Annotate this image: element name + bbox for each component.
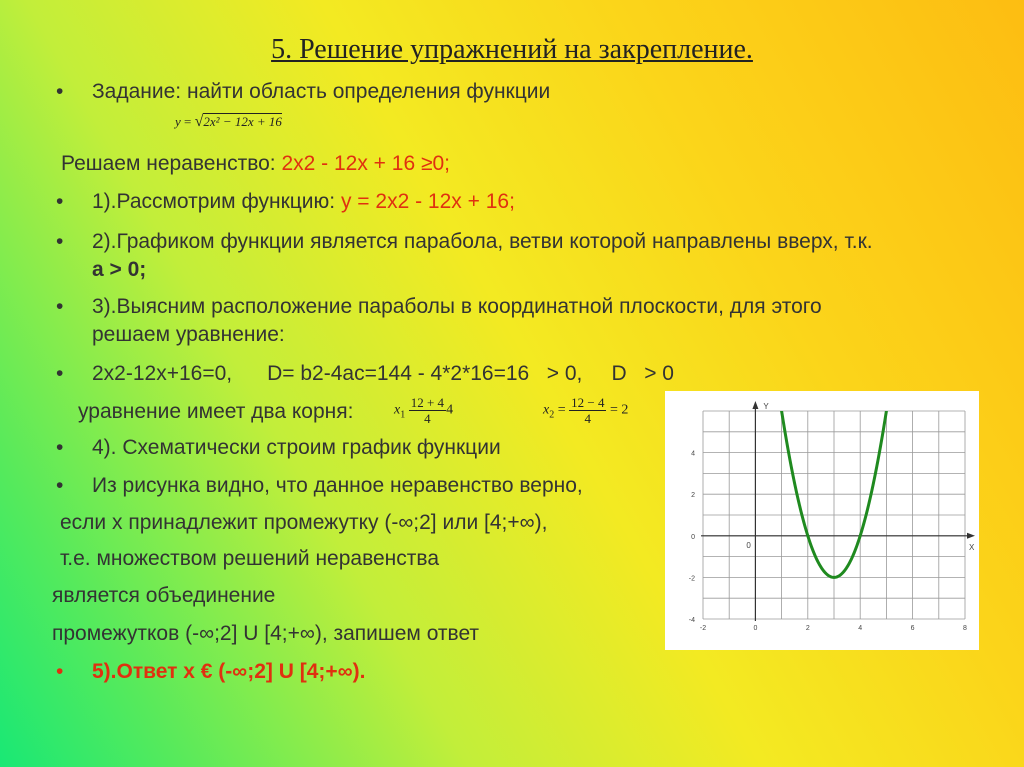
conclusion-line3: т.е. множеством решений неравенства bbox=[60, 547, 439, 570]
step3-line2: решаем уравнение: bbox=[92, 323, 285, 346]
roots-label: уравнение имеет два корня: bbox=[78, 400, 354, 423]
task-label: Задание: найти область определения функции bbox=[92, 80, 551, 103]
slide-title: 5. Решение упражнений на закрепление. bbox=[271, 34, 753, 65]
step2-text: 2).Графиком функции является парабола, ветви которой направлены вверх, т.к. bbox=[92, 230, 873, 253]
x-axis-arrow bbox=[967, 533, 975, 539]
step1-line bbox=[92, 190, 515, 214]
bullet: • bbox=[56, 474, 64, 497]
parabola-graph bbox=[665, 391, 979, 650]
bullet: • bbox=[56, 436, 64, 459]
conclusion-line1: Из рисунка видно, что данное неравенство верно, bbox=[92, 474, 583, 497]
solve-label: Решаем неравенство: bbox=[61, 152, 282, 175]
discriminant-line: 2x2-12x+16=0, D= b2-4ac=144 - 4*2*16=16 > 0, D > 0 bbox=[92, 362, 674, 385]
x-tick-label: 4 bbox=[858, 625, 863, 632]
step2-condition: a > 0; bbox=[92, 258, 147, 281]
conclusion-line2: если x принадлежит промежутку (-∞;2] или [4;+∞), bbox=[60, 511, 548, 534]
x-tick-label: 8 bbox=[963, 625, 967, 632]
root2-formula: $x_2$ = $\frac{12 - 4}{4}$ = 2 bbox=[543, 395, 629, 426]
x-tick-label: 0 bbox=[753, 625, 758, 632]
x-axis-label: X bbox=[969, 542, 975, 552]
y-axis-label: Y bbox=[763, 402, 769, 411]
step4-text: 4). Схематически строим график функции bbox=[92, 436, 501, 459]
solve-inequality: 2x2 - 12x + 16 ≥0; bbox=[281, 152, 451, 175]
y-tick-label: -2 bbox=[688, 575, 695, 583]
task-formula: y = √2x² − 12x + 16 bbox=[175, 113, 282, 130]
x-tick-label: 6 bbox=[910, 625, 915, 632]
origin-label: 0 bbox=[746, 540, 751, 550]
step1-label: 1).Рассмотрим функцию: bbox=[92, 190, 341, 213]
bullet: • bbox=[56, 660, 64, 683]
solve-line bbox=[61, 152, 450, 176]
bullet: • bbox=[56, 230, 64, 253]
x-tick-label: 2 bbox=[805, 625, 810, 632]
conclusion-line5: промежутков (-∞;2] U [4;+∞), запишем ответ bbox=[52, 622, 480, 645]
y-tick-label: -4 bbox=[688, 617, 695, 624]
conclusion-line4: является объединение bbox=[52, 584, 276, 607]
x-tick-label: -2 bbox=[699, 625, 707, 632]
y-tick-label: 4 bbox=[691, 450, 695, 458]
y-tick-label: 2 bbox=[691, 492, 695, 500]
bullet: • bbox=[56, 295, 64, 318]
bullet: • bbox=[56, 362, 64, 385]
answer-text: 5).Ответ x € (-∞;2] U [4;+∞). bbox=[92, 660, 366, 683]
bullet: • bbox=[56, 190, 64, 213]
root1-formula: $x_1$ $\frac{12 + 4}{4}$ 4 bbox=[394, 395, 454, 426]
y-tick-label: 0 bbox=[691, 533, 695, 541]
step3-line1: 3).Выясним расположение параболы в координатной плоскости, для этого bbox=[92, 295, 822, 318]
y-axis-arrow bbox=[752, 401, 758, 409]
graph-svg bbox=[665, 391, 979, 650]
bullet: • bbox=[56, 80, 64, 103]
step1-function: y = 2x2 - 12x + 16; bbox=[340, 190, 515, 213]
